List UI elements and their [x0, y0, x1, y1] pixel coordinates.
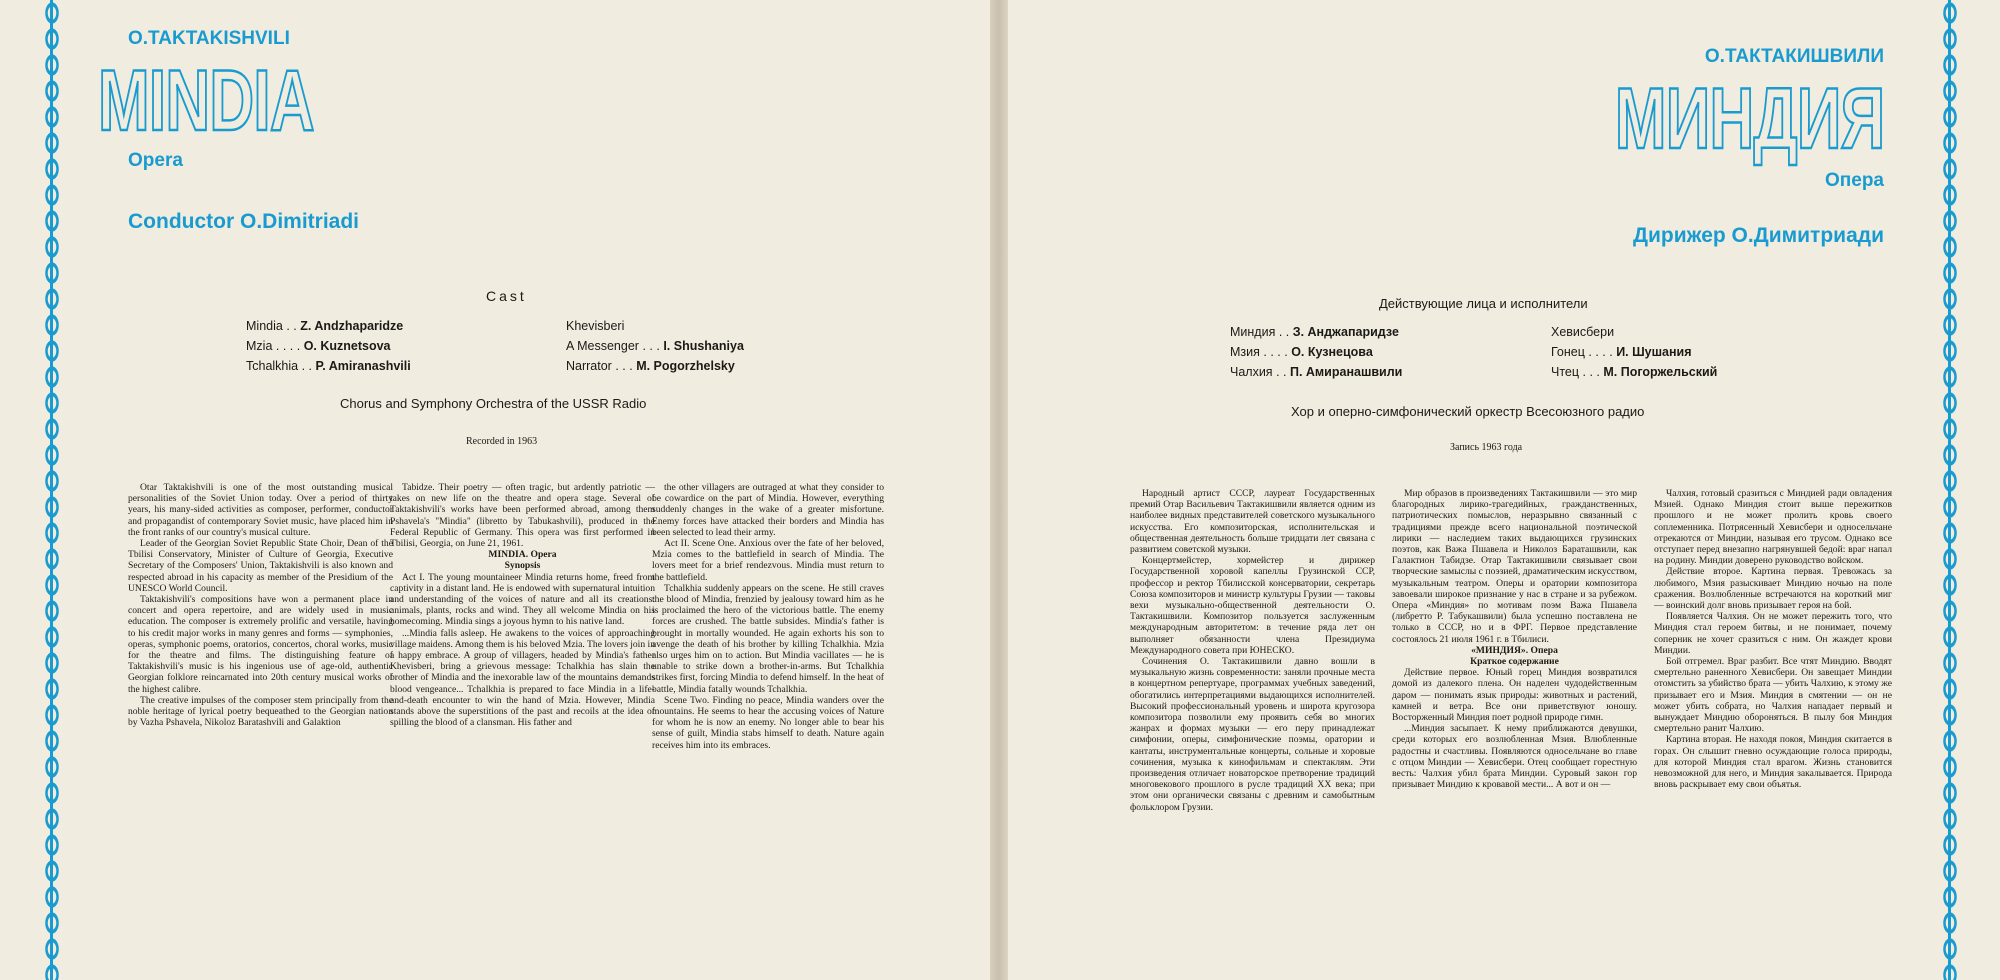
text-column-en-3	[652, 482, 884, 751]
paragraph: Чалхия, готовый сразиться с Миндией ради овладения Мзией. Однако Миндия стоит выше пережитков прошлого и не может пролить кровь своего соплеменника. Потрясенный Хевисбери и односельчане отрекаются от Миндии, называя его трусом. Однако все отступает перед внезапно нагрянувшей бедой: враг напал на родину. Миндии доверено руководство войском.	[1654, 488, 1892, 567]
title-ru: МИНДИЯ	[1614, 71, 1884, 167]
paragraph: Появляется Чалхия. Он не может пережить того, что Миндия стал героем битвы, и не понимает, почему соперник не хочет сразиться с ним. Он жаждет крови Миндии.	[1654, 611, 1892, 656]
composer-ru: О.ТАКТАКИШВИЛИ	[1704, 46, 1884, 67]
paragraph: The creative impulses of the composer stem principally from the noble heritage of lyrical poetry bequeathed to the Georgian nation by Vazha Pshavela, Nikoloz Baratashvili and Galaktion	[128, 694, 393, 729]
title-en: MINDIA	[98, 53, 314, 149]
paragraph: Действие первое. Юный горец Миндия возвратился домой из далекого плена. Он наделен чудодейственным даром — понимать язык природы: животных и растений, камней и ветра. Все они приветствуют юношу. Восторженный Миндия поет родной природе гимн.	[1392, 667, 1637, 724]
text-column-ru-3	[1654, 488, 1892, 790]
spine-gutter	[990, 0, 1008, 980]
paragraph: Бой отгремел. Враг разбит. Все чтят Миндию. Вводят смертельно раненного Хевисбери. Он завещает Миндии отомстить за убийство брата — убить Чалхию, к этому же призывает его и Мзия. Миндия в смятении — он не может убить собрата, но Чалхия нападает первый и вынуждает Миндию обороняться. В пылу боя Миндия смертельно ранит Чалхию.	[1654, 656, 1892, 735]
paragraph: Act I. The young mountaineer Mindia returns home, freed from captivity in a distant land. He is endowed with supernatural intuition and understanding of the voices of nature and all its creations: animals, plants, rocks and wind. They all welcome Mindia on his homecoming. Mindia sings a joyous hymn to his native land.	[390, 571, 655, 628]
right-page	[1008, 0, 2000, 980]
cast-list-ru	[1230, 322, 1500, 382]
cast-row: Чалхия . . П. Амиранашвили	[1230, 365, 1403, 379]
left-page	[0, 0, 990, 980]
paragraph: Tchalkhia suddenly appears on the scene. He still craves the blood of Mindia, frenzied by jealousy toward him as he is proclaimed the hero of the victorious battle. The enemy forces are crushed. The battle subsides. Mindia's father is brought in mortally wounded. He again exhorts his son to avenge the death of his brother by killing Tchalkhia. Mzia also urges him on to action. But Mindia vacillates — he is unable to strike down a brother-in-arms. But Tchalkhia strikes first, forcing Mindia to defend himself. In the heat of battle, Mindia fatally wounds Tchalkhia.	[652, 582, 884, 695]
text-column-en-2	[390, 482, 655, 728]
recorded-ru: Запись 1963 года	[1450, 442, 1523, 453]
paragraph: Концертмейстер, хормейстер и дирижер Государственной хоровой капеллы Грузинской ССР, профессор и ректор Тбилисской консерватории, секретарь Союза композиторов и министр культуры Грузии — таковы вехи музыкально-общественной деятельности О. Тактакишвили. Композитор пользуется заслуженным международным авторитетом: в течение ряда лет он выполняет обязанности члена Президиума Международного совета при ЮНЕСКО.	[1130, 555, 1375, 656]
cast-row: Khevisberi	[566, 319, 625, 333]
cast-row: Чтец . . . М. Погоржельский	[1551, 365, 1718, 379]
subheading: Synopsis	[504, 560, 541, 572]
subheading: «МИНДИЯ». Опера	[1471, 644, 1558, 656]
subheading: MINDIA. Opera	[488, 549, 557, 561]
composer-en: O.TAKTAKISHVILI	[128, 28, 290, 49]
paragraph: Tabidze. Their poetry — often tragic, but ardently patriotic — takes on new life on the theatre and opera stage. Several of Taktakishvili's works have been performed abroad, among them Pshavela's "Mindia" (libretto by Tabukashvili), produced in the Federal Republic of Germany. This opera was first performed in Tbilisi, Georgia, on June 21, 1961.	[390, 482, 655, 550]
paragraph: Otar Taktakishvili is one of the most outstanding musical personalities of the Soviet Union today. Over a period of thirty years, his many-sided activities as composer, performer, conductor and propagandist of contemporary Soviet music, have placed him in the front ranks of our country's musical culture.	[128, 482, 393, 538]
paragraph: ...Mindia falls asleep. He awakens to the voices of approaching village maidens. Among them is his beloved Mzia. The lovers join in a happy embrace. A group of villagers, headed by Mindia's father Khevisberi, bring a grievous message: Tchalkhia has slain the brother of Mindia and the inexorable law of the mountains demands blood vengeance... Tchalkhia is prepared to face Mindia in a life-and-death encounter to win the hand of Mzia. However, Mindia stands above the superstitions of the past and recoils at the idea of spilling the blood of a clansman. His father and	[390, 627, 655, 729]
paragraph: Мир образов в произведениях Тактакишвили — это мир благородных лирико-трагедийных, гражданственных, патриотических помыслов, неразрывно связанный с традициями прежде всего национальной поэтической лирики — наследием таких выдающихся грузинских поэтов, как Важа Пшавела и Николоз Бараташвили, как Галактион Табидзе. Отар Тактакишвили связывает свои творческие замыслы с поэзией, драматическим искусством, музыкальным театром. Оперы и оратории композитора завоевали широкое признание у нас в стране и за рубежом. Опера «Миндия» по мотивам поэм Важа Пшавела (либретто Р. Табукашвили) была успешно поставлена не только в СССР, но и в ФРГ. Первое представление состоялось 21 июля 1961 г. в Тбилиси.	[1392, 488, 1637, 645]
genre-en: Opera	[128, 150, 183, 171]
paragraph: Сочинения О. Тактакишвили давно вошли в музыкальную жизнь современности: заняли прочные места в концертном репертуаре, программах учебных заведений, обогатились интерпретациями выдающихся исполнителей. Высокий профессиональный уровень и широта кругозора композитора позволили ему проявить себя во многих жанрах и формах музыки — его перу принадлежат симфонии, оперы, симфонические поэмы, оратории и кантаты, инструментальные концерты, сольные и хоровые сочинения, музыка к кинофильмам и спектаклям. Эти произведения отличает новаторское претворение традиций многовекового прошлого в русле традиций XX века; при этом они органически связаны с древним и самобытным фольклором Грузии.	[1130, 656, 1375, 813]
paragraph: Scene Two. Finding no peace, Mindia wanders over the mountains. He seems to hear the accusing voices of Nature for whom he is now an enemy. No longer able to bear his sense of guilt, Mindia stabs himself to death. Nature again receives him into its embraces.	[652, 694, 884, 751]
paragraph: the other villagers are outraged at what they consider to be cowardice on the part of Mindia. However, everything suddenly changes in the wake of a greater misfortune. Enemy forces have attacked their borders and Mindia has been selected to lead their army.	[652, 482, 884, 538]
cast-heading-en: Cast	[486, 288, 527, 304]
cast-row: Mzia . . . . O. Kuznetsova	[246, 339, 391, 353]
text-column-ru-1	[1130, 488, 1375, 813]
paragraph: Taktakishvili's compositions have won a permanent place in concert and opera repertoire, and are widely used in music education. The composer is extremely prolific and versatile, having to his credit major works in many genres and forms — symphonies, operas, symphonic poems, oratorios, concertos, choral works, music for the theatre and films. The distinguishing feature of Taktakishvili's music is his ingenious use of age-old, authentic Georgian folklore reincarnated into 20th century musical works of the highest calibre.	[128, 594, 393, 695]
cast-row: Мзия . . . . О. Кузнецова	[1230, 345, 1373, 359]
cast-row: Tchalkhia . . P. Amiranashvili	[246, 359, 411, 373]
conductor-en: Conductor O.Dimitriadi	[128, 210, 359, 233]
cast-list-ru-2	[1551, 322, 1811, 382]
left-ornamental-border	[40, 0, 64, 980]
cast-row: Narrator . . . M. Pogorzhelsky	[566, 359, 735, 373]
text-column-ru-2	[1392, 488, 1637, 790]
paragraph: Leader of the Georgian Soviet Republic State Choir, Dean of the Tbilisi Conservatory, Minister of Culture of Georgia, Executive Secretary of the Composers' Union, Taktakishvili is also known and respected abroad in his capacity as member of the Presidium of the UNESCO World Council.	[128, 538, 393, 594]
paragraph: Действие второе. Картина первая. Тревожась за любимого, Мзия разыскивает Миндию ночью на поле сражения. Возлюбленные встречаются на короткий миг — воинский долг вновь призывает героя на бой.	[1654, 566, 1892, 612]
cast-list-en-2	[566, 316, 816, 376]
paragraph: ...Миндия засыпает. К нему приближаются девушки, среди которых его возлюбленная Мзия. Влюбленные радостны и счастливы. Появляются односельчане во главе с отцом Миндии — Хевисбери. Отец сообщает горестную весть: Чалхия убил брата Миндии. Суровый закон гор призывает Миндию к кровавой мести... А вот и он —	[1392, 723, 1637, 791]
paragraph: Картина вторая. Не находя покоя, Миндия скитается в горах. Он слышит гневно осуждающие голоса природы, для которой Миндия стал врагом. Жизнь становится невозможной для него, и Миндия закалывается. Природа вновь раскрывает ему свои объятья.	[1654, 734, 1892, 791]
cast-row: Миндия . . З. Анджапаридзе	[1230, 325, 1399, 339]
right-ornamental-border	[1938, 0, 1962, 980]
conductor-ru: Дирижер О.Димитриади	[1633, 224, 1884, 247]
chorus-en: Chorus and Symphony Orchestra of the USSR Radio	[340, 396, 647, 411]
cast-row: Хевисбери	[1551, 325, 1615, 339]
cast-row: Mindia . . Z. Andzhaparidze	[246, 319, 404, 333]
text-column-en-1	[128, 482, 393, 728]
paragraph: Act II. Scene One. Anxious over the fate of her beloved, Mzia comes to the battlefield in search of Mindia. The lovers meet for a brief rendezvous. Mindia must return to the battlefield.	[652, 538, 884, 583]
chorus-ru: Хор и оперно-симфонический оркестр Всесоюзного радио	[1291, 404, 1645, 419]
subheading: Краткое содержание	[1470, 656, 1559, 668]
paragraph: Народный артист СССР, лауреат Государственных премий Отар Васильевич Тактакишвили является одним из наиболее видных представителей советского музыкального искусства. Его композиторская, исполнительская и общественная деятельность больше тридцати лет связана с развитием советской музыки.	[1130, 488, 1375, 556]
cast-heading-ru: Действующие лица и исполнители	[1379, 296, 1588, 311]
genre-ru: Опера	[1825, 170, 1884, 191]
cast-list-en	[246, 316, 486, 376]
cast-row: Гонец . . . . И. Шушания	[1551, 345, 1692, 359]
cast-row: A Messenger . . . I. Shushaniya	[566, 339, 744, 353]
recorded-en: Recorded in 1963	[466, 436, 538, 447]
